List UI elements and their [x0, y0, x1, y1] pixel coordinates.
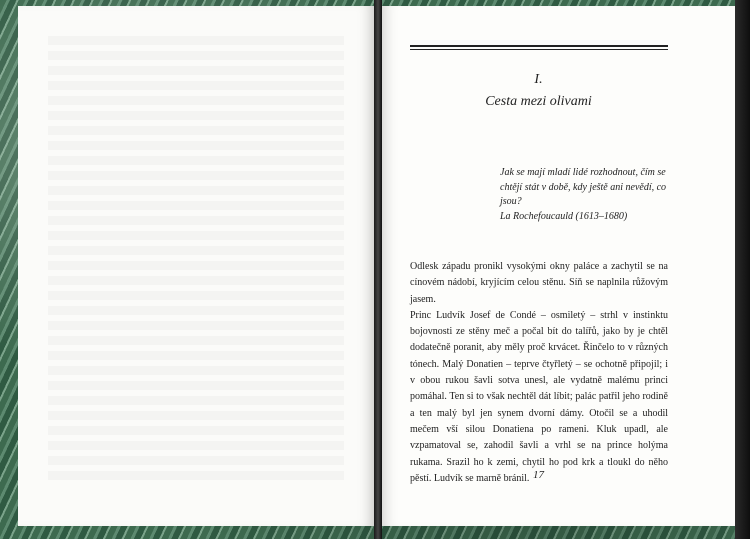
epigraph [500, 166, 672, 224]
show-through-text [48, 36, 344, 486]
paragraph: Princ Ludvík Josef de Condé – osmiletý – strhl v instinktu bojovnosti ze stěny meč a počal bít do talířů, jako by je chtěl dodatečně poranit, aby měly proč krvácet. Řinčelo to v různých tónech. Malý Donatien – teprve čtyřletý – se ochotně připojil; i v obou rukou šavli sotva unesl, ale vydatně malému princi pomáhal. Ten si to však nechtěl dát líbit; palác patřil jeho rodině a ten malý byl jen synem dvorní dámy. Otočil se a uhodil mečem vší silou Donatiena po rameni. Kluk upadl, ale vzpamatoval se, zahodil šavli a vrhl se na prince holýma rukama. Srazil ho k zemi, chytil ho pod krk a tloukl do něho pěstí. Ludvík se marně bránil. [410, 309, 668, 484]
top-rule-thin [410, 49, 668, 50]
right-page [382, 6, 735, 526]
body-text [410, 259, 668, 487]
top-rule-thick [410, 45, 668, 47]
chapter-number: I. [534, 72, 543, 87]
page-number: 17 [533, 469, 544, 481]
epigraph-quote: Jak se mají mladí lidé rozhodnout, čím se chtějí stát v době, kdy ještě ani nevědí, co jsou? [500, 167, 667, 207]
epigraph-source: La Rochefoucauld (1613–1680) [500, 210, 628, 222]
book-spine [374, 0, 382, 539]
paragraph: Odlesk západu pronikl vysokými okny paláce a zachytil se na cínovém nádobí, kryjícím celou stěnu. Síň se naplnila růžovým jasem. [410, 261, 668, 305]
left-page-blank [18, 6, 374, 526]
cover-edge [735, 0, 750, 539]
chapter-title: Cesta mezi olivami [485, 94, 592, 109]
